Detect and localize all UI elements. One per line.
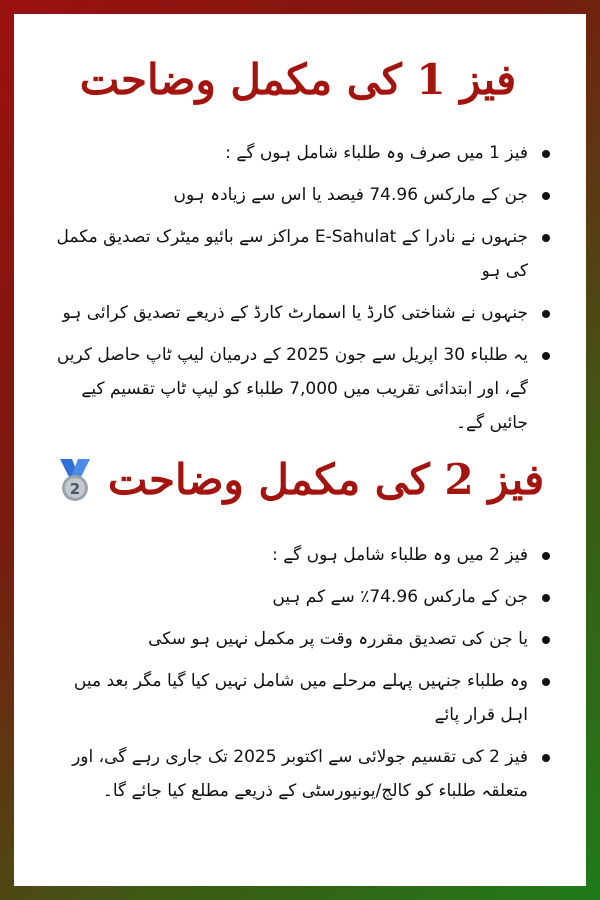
phase2-heading xyxy=(42,448,554,512)
list-item: فیز 2 کی تقسیم جولائی سے اکتوبر 2025 تک جاری رہے گی، اور متعلقہ طلباء کو کالج/یونیورسٹی کے ذریعے مطلع کیا جائے گا۔ xyxy=(42,740,554,808)
phase2-list xyxy=(42,538,554,808)
phase1-title: فیز 1 کی مکمل وضاحت xyxy=(79,55,517,104)
list-item: فیز 1 میں صرف وہ طلباء شامل ہوں گے : xyxy=(42,136,554,170)
list-item: یہ طلباء 30 اپریل سے جون 2025 کے درمیان لیپ ٹاپ حاصل کریں گے، اور ابتدائی تقریب میں 7,000 طلباء کو لیپ ٹاپ تقسیم کیے جائیں گے۔ xyxy=(42,338,554,440)
list-item: جن کے مارکس 74.96 فیصد یا اس سے زیادہ ہوں xyxy=(42,178,554,212)
medal-label: 2 xyxy=(69,480,81,498)
content-panel xyxy=(14,14,586,886)
list-item: جنہوں نے شناختی کارڈ یا اسمارٹ کارڈ کے ذریعے تصدیق کرائی ہو xyxy=(42,296,554,330)
medal-icon xyxy=(52,457,98,503)
list-item: جن کے مارکس 74.96٪ سے کم ہیں xyxy=(42,580,554,614)
list-item: یا جن کی تصدیق مقررہ وقت پر مکمل نہیں ہو سکی xyxy=(42,622,554,656)
phase2-title: فیز 2 کی مکمل وضاحت xyxy=(107,455,545,504)
list-item: وہ طلباء جنہیں پہلے مرحلے میں شامل نہیں کیا گیا مگر بعد میں اہل قرار پائے xyxy=(42,664,554,732)
list-item: جنہوں نے نادرا کے E-Sahulat مراکز سے بائیو میٹرک تصدیق مکمل کی ہو xyxy=(42,220,554,288)
phase1-list xyxy=(42,136,554,440)
list-item: فیز 2 میں وہ طلباء شامل ہوں گے : xyxy=(42,538,554,572)
